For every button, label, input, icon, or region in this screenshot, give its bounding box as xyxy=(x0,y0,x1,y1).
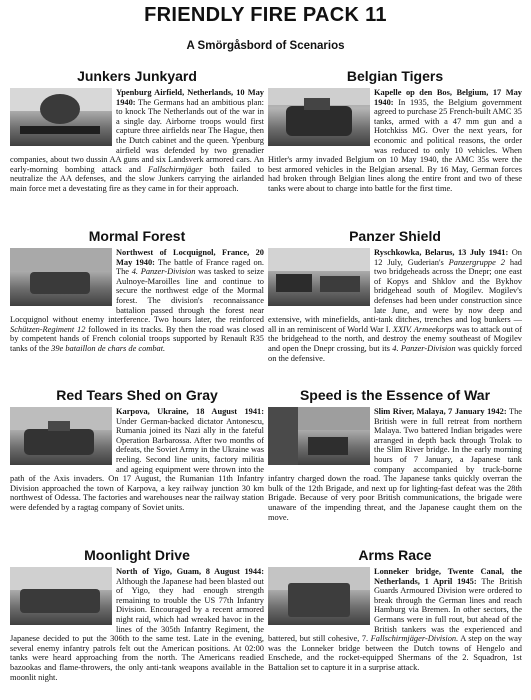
article-belgian-tigers xyxy=(268,66,522,216)
dateline: Kapelle op den Bos, Belgium, 17 May 1940: xyxy=(374,88,522,107)
italic-text: Fallschirmjäger xyxy=(147,164,203,174)
dateline: Slim River, Malaya, 7 January 1942: xyxy=(374,407,507,416)
article-body xyxy=(268,248,522,363)
dateline: Ryschkowka, Belarus, 13 July 1941: xyxy=(374,248,509,257)
body-text: The British were in full retreat from northern Malaya. Two battered Indian brigades were arranged in depth back through Trolak to the Slim River bridge. In the early morning hours of 7 January, a Japanese tank company accompanied by truck-borne infantry charged down the road. The Japanese tanks quickly overran the bulk of the 12th Brigade, and next up for lighting-fast defeat was the 28th Brigade. Because of very poor British communications, the brigade were unaware of the impending threat, and the Japanese caught them on the move. xyxy=(268,407,522,522)
article-body xyxy=(10,407,264,513)
body-text: Under German-backed dictator Antonescu, Rumania joined its Nazi ally in the fateful Operation Barbarossa. After two months of defeats, the Soviet Army in the Ukraine was reeling. Second line units, factory militia and ageing equipment were thrown into the path of the Axis invaders. On 17 August, the Rumanian 11th Infantry Division approached the town of Karpova, a key railway junction 30 km northwest of Odessa. The factories and warehouses near the railway station were defended by a ragtag company of Soviet units. xyxy=(10,416,264,512)
photo-soldiers-vehicle-icon xyxy=(268,567,370,625)
body-text: followed in its tracks. By then the road was closed by competent hands of French colonial troops supported by Renault R35 tanks of the xyxy=(10,324,264,353)
article-title: Panzer Shield xyxy=(349,228,441,244)
photo-amc35-tank-icon xyxy=(268,88,370,146)
article-mormal-forest xyxy=(10,226,264,376)
article-title: Arms Race xyxy=(358,547,432,563)
article-moonlight-drive xyxy=(10,545,264,695)
photo-light-tank-icon xyxy=(10,407,112,465)
article-arms-race xyxy=(268,545,522,695)
body-text: The battle of France raged on. The xyxy=(116,257,264,277)
body-text: had two bridgeheads across the Dnepr; one east of Kopys and Shklov and the Bykhov bridgehead south of Mogilev. Mogilev's defenses had been under construction since late June, and were by now deep and extensive, with minefields, anti-tank ditches, trenches and log bunkers — all in an reminiscent of World War I. xyxy=(268,257,522,334)
page-subtitle: A Smörgåsbord of Scenarios xyxy=(186,40,345,52)
italic-text: Panzergruppe 2 xyxy=(448,257,505,267)
article-title: Speed is the Essence of War xyxy=(299,387,491,403)
photo-panzer-forest-icon xyxy=(10,248,112,306)
italic-text: Schützen-Regiment 12 xyxy=(10,324,86,334)
article-body xyxy=(10,248,264,354)
italic-text: Fallschirmjäger-Division. xyxy=(370,634,459,644)
article-junkers-junkyard xyxy=(10,66,264,216)
article-title: Moonlight Drive xyxy=(84,547,190,563)
italic-text: 4. Panzer-Division xyxy=(131,267,196,277)
article-title: Junkers Junkyard xyxy=(77,68,197,84)
article-speed-essence xyxy=(268,385,522,535)
article-body xyxy=(268,567,522,673)
body-text: In 1935, the Belgium government agreed to purchase 25 French-built AMC 35 tanks, armed with a 47 mm gun and a Hotchkiss MG. Over the next years, for economic and political reasons, the order was reduced to only 10 vehicles. When Hitler's army invaded Belgium on 10 May 1940, the AMC 35s were the best armored vehicles in the Belgian arsenal. By 16 May, German forces had broken through Belgian lines along the entire front and two of these tanks were about to charge into battle for the first time. xyxy=(268,97,522,193)
article-panzer-shield xyxy=(268,226,522,376)
photo-jungle-road-icon xyxy=(268,407,370,465)
dateline: Ypenburg Airfield, Netherlands, 10 May 1940: xyxy=(116,88,264,107)
dateline: Northwest of Locquignol, France, 20 May 1940: xyxy=(116,248,264,267)
article-body xyxy=(268,407,522,522)
article-red-tears xyxy=(10,385,264,535)
body-text: was quickly forced on the defensive. xyxy=(268,343,522,363)
body-text: was tasked to seize Aulnoye-Maroilles line and continue to secure the northwest edge of the Mormal forest. The division's reconnaissance battalion passed through the forest near Locquignol without enemy interference. Two hours later, the reinforced xyxy=(10,267,264,325)
body-text: Although the Japanese had been blasted out of Yigo, they had enough strength remaining to trouble the US 77th Infantry Division. Encouraged by a recent armored night raid, which had wreaked havoc in the lines of the 305th Infantry Regiment, the Japanese decided to put the 306th to the same test. Late in the evening, several enemy infantry patrols felt out the American positions. At 02:00 tanks were heard approaching from the north. The Americans readied bazookas and flame-throwers, the only anti-tank weapons available in the moonlit night. xyxy=(10,576,264,682)
body-text: A step on the way was the Lonneker bridge between the Dutch towns of Hengelo and Enschede, and the rocket-equipped Shermans of the 2. Squadron, 1st Battalion set to capture it in a surprise attack. xyxy=(268,634,522,672)
italic-text: 39e bataillon de chars de combat. xyxy=(51,343,166,353)
article-title: Red Tears Shed on Gray xyxy=(56,387,218,403)
article-body xyxy=(268,88,522,194)
body-text: The Germans had an ambitious plan: to knock The Netherlands out of the war in a single day. Airborne troops would first capture three airfields near The Hague, then the Dutch cabinet and the queen. Ypenburg airfield was defended by two grenadier companies, about two dussin AA guns and six Landsverk armored cars. An early-morning bombing attack and xyxy=(10,97,264,174)
article-title: Mormal Forest xyxy=(88,228,186,244)
photo-japanese-tank-icon xyxy=(10,567,112,625)
article-body xyxy=(10,567,264,682)
dateline: Karpova, Ukraine, 18 August 1941: xyxy=(116,407,264,416)
body-text: On 12 July, Guderian's xyxy=(374,248,522,267)
italic-text: XXIV. Armeekorps xyxy=(392,324,455,334)
photo-panzer-column-icon xyxy=(268,248,370,306)
article-body xyxy=(10,88,264,194)
dateline: North of Yigo, Guam, 8 August 1944: xyxy=(116,567,264,576)
body-text: The British Guards Armoured Division were ordered to break through the German lines and reach Hamburg via Bremen. In other sectors, the Germans were in full rout, but ahead of the British tankers was the experienced and battered, but still cohesive, 7. xyxy=(268,576,522,644)
body-text: both failed to neutralize the AA defenses, and the slow Junkers carrying the airlanded main force met a devestating fire as they came in for their approach. xyxy=(10,164,264,193)
body-text: was to attack out of the bridgehead to the north, and destroy the enemy southeast of Mogilev and open the Dnepr crossing, but its xyxy=(268,324,522,353)
article-title: Belgian Tigers xyxy=(346,68,444,84)
italic-text: 4. Panzer-Division xyxy=(392,343,456,353)
photo-burning-aircraft-icon xyxy=(10,88,112,146)
page-title: FRIENDLY FIRE PACK 11 xyxy=(144,4,387,26)
dateline: Lonneker bridge, Twente Canal, the Netherlands, 1 April 1945: xyxy=(374,567,522,586)
